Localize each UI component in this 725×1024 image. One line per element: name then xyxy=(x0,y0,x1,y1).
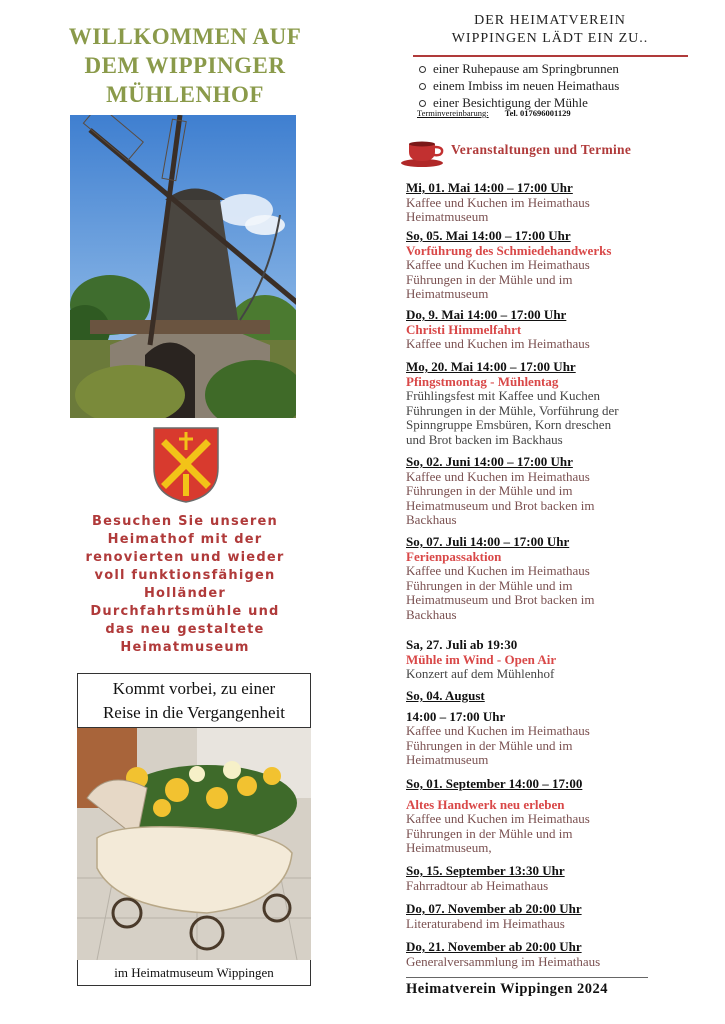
visit-line: renovierten und wieder xyxy=(85,550,285,565)
come-line: Reise in die Vergangenheit xyxy=(102,703,286,722)
event-line: Kaffee und Kuchen im Heimathaus xyxy=(406,811,590,826)
visit-invitation xyxy=(60,513,310,657)
event-line: Literaturabend im Heimathaus xyxy=(406,915,565,931)
event-line: Backhaus xyxy=(406,512,457,527)
event-line: Generalversammlung im Heimathaus xyxy=(406,953,601,969)
event-line: Heimatmuseum xyxy=(406,752,489,767)
right-column xyxy=(400,0,725,1024)
event-title: Christi Himmelfahrt xyxy=(406,321,522,337)
event-title: Mühle im Wind - Open Air xyxy=(406,651,557,667)
welcome-line: DEM WIPPINGER xyxy=(84,53,286,78)
event-date: Mi, 01. Mai 14:00 – 17:00 Uhr xyxy=(406,180,573,195)
visit-line: das neu gestaltete xyxy=(105,622,265,637)
event-line: Backhaus xyxy=(406,606,457,622)
event-title: Altes Handwerk neu erleben xyxy=(406,796,565,812)
event-item xyxy=(406,360,706,447)
event-date: Sa, 27. Juli ab 19:30 xyxy=(406,637,518,652)
visit-line: Heimathof mit der xyxy=(107,532,263,547)
event-item xyxy=(406,638,706,682)
contact-phone: Tel. 017696001129 xyxy=(504,108,571,118)
event-date: Mo, 20. Mai 14:00 – 17:00 Uhr xyxy=(406,359,576,374)
come-line: Kommt vorbei, zu einer xyxy=(112,679,276,698)
event-line: Heimatmuseum xyxy=(406,209,489,224)
contact-label: Terminvereinbarung: xyxy=(417,108,489,118)
visit-line: Holländer xyxy=(143,586,227,601)
event-line: Führungen in der Mühle und im xyxy=(406,271,573,287)
event-line: Frühlingsfest mit Kaffee und Kuchen xyxy=(406,388,600,403)
event-item xyxy=(406,455,706,528)
event-item xyxy=(406,689,706,768)
event-title: Pfingstmontag - Mühlentag xyxy=(406,373,559,389)
welcome-line: WILLKOMMEN AUF xyxy=(68,24,302,49)
event-date: So, 02. Juni 14:00 – 17:00 Uhr xyxy=(406,454,573,469)
event-line: Führungen in der Mühle und im xyxy=(406,483,573,498)
pram-photo xyxy=(77,728,311,960)
event-time: 14:00 – 17:00 Uhr xyxy=(406,708,506,724)
event-title: Vorführung des Schmiedehandwerks xyxy=(406,242,612,258)
event-item xyxy=(406,229,706,302)
event-line: Heimatmuseum und Brot backen im xyxy=(406,497,595,513)
event-line: Führungen in der Mühle und im xyxy=(406,577,573,593)
event-line: Führungen in der Mühle, Vorführung der xyxy=(406,402,619,418)
event-item xyxy=(406,902,706,931)
event-date: Do, 07. November ab 20:00 Uhr xyxy=(406,901,582,916)
event-title: Ferienpassaktion xyxy=(406,548,502,564)
title-divider xyxy=(413,55,688,57)
event-item xyxy=(406,535,706,622)
event-line: Fahrradtour ab Heimathaus xyxy=(406,877,549,893)
event-line: Kaffee und Kuchen im Heimathaus xyxy=(406,563,590,578)
event-line: Heimatmuseum, xyxy=(406,840,492,855)
event-date: So, 04. August xyxy=(406,688,485,703)
event-date: So, 01. September 14:00 – 17:00 xyxy=(406,776,583,791)
event-line: Spinngruppe Emsbüren, Korn dreschen xyxy=(406,417,612,432)
title-line: DER HEIMATVEREIN xyxy=(474,13,626,28)
offers-list xyxy=(415,60,715,111)
visit-line: Besuchen Sie unseren xyxy=(92,514,278,529)
event-line: Kaffee und Kuchen im Heimathaus xyxy=(406,723,590,738)
events-heading: Veranstaltungen und Termine xyxy=(451,142,632,157)
event-line: Konzert auf dem Mühlenhof xyxy=(406,666,555,681)
event-line: und Brot backen im Backhaus xyxy=(406,431,563,447)
welcome-heading xyxy=(40,22,330,109)
come-visit-box xyxy=(77,673,311,728)
visit-line: Heimatmuseum xyxy=(120,640,250,655)
offer-item: einer Besichtigung der Mühle xyxy=(415,94,715,111)
event-item xyxy=(406,777,706,856)
visit-line: voll funktionsfähigen xyxy=(94,568,276,583)
event-item xyxy=(406,864,706,893)
contact-line xyxy=(417,108,571,118)
event-line: Kaffee und Kuchen im Heimathaus xyxy=(406,257,590,272)
event-item xyxy=(406,181,706,225)
pram-caption: im Heimatmuseum Wippingen xyxy=(77,960,311,986)
offer-item: einem Imbiss im neuen Heimathaus xyxy=(415,77,715,94)
heimatverein-title xyxy=(400,12,700,48)
event-date: So, 15. September 13:30 Uhr xyxy=(406,863,565,878)
event-item xyxy=(406,308,706,352)
windmill-photo xyxy=(70,115,296,418)
footer-text: Heimatverein Wippingen 2024 xyxy=(406,981,609,997)
event-date: Do, 9. Mai 14:00 – 17:00 Uhr xyxy=(406,307,567,322)
event-line: Kaffee und Kuchen im Heimathaus xyxy=(406,194,590,210)
event-date: So, 05. Mai 14:00 – 17:00 Uhr xyxy=(406,228,571,243)
event-date: So, 07. Juli 14:00 – 17:00 Uhr xyxy=(406,534,570,549)
event-line: Kaffee und Kuchen im Heimathaus xyxy=(406,468,590,484)
offer-item: einer Ruhepause am Springbrunnen xyxy=(415,60,715,77)
footer-divider xyxy=(406,977,648,978)
event-line: Heimatmuseum xyxy=(406,286,489,301)
event-item xyxy=(406,940,706,969)
event-line: Kaffee und Kuchen im Heimathaus xyxy=(406,336,590,351)
coat-of-arms-icon xyxy=(152,426,220,504)
event-line: Heimatmuseum und Brot backen im xyxy=(406,592,595,607)
event-date: Do, 21. November ab 20:00 Uhr xyxy=(406,939,582,954)
title-line: WIPPINGEN LÄDT EIN ZU.. xyxy=(451,31,649,46)
welcome-line: MÜHLENHOF xyxy=(106,82,264,107)
event-line: Führungen in der Mühle und im xyxy=(406,737,573,753)
event-line: Führungen in der Mühle und im xyxy=(406,825,573,841)
visit-line: Durchfahrtsmühle und xyxy=(90,604,280,619)
coffee-cup-icon xyxy=(400,138,448,168)
